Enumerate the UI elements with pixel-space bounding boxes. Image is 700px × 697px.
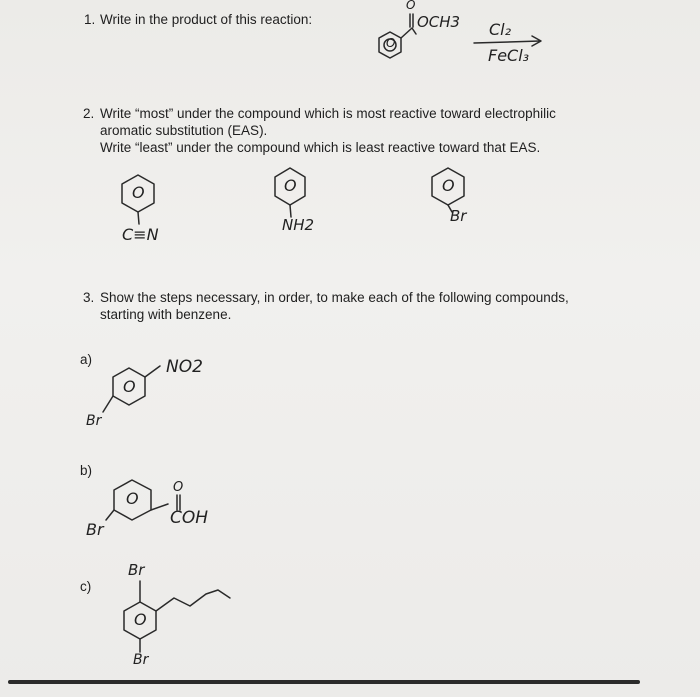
q3b-ring-label: O: [126, 489, 139, 508]
q1-reactant-structure: [379, 14, 416, 58]
q1-ring-circle-label: O: [386, 36, 396, 50]
q2-compound-3-substituent: Br: [450, 207, 467, 225]
q3-line2: starting with benzene.: [100, 307, 232, 322]
q2-line2: aromatic substitution (EAS).: [100, 123, 268, 138]
q3-number: 3.: [83, 290, 95, 305]
q1-ester-group: OCH3: [417, 13, 461, 31]
q2-compound-2-substituent: NH2: [282, 216, 315, 234]
q1-carbonyl-oxygen: O: [406, 0, 416, 12]
q1-text: Write in the product of this reaction:: [100, 12, 313, 27]
page-bottom-border: [8, 680, 640, 684]
q3b-structure: [106, 480, 180, 520]
q3c-bromo-bottom: Br: [133, 652, 149, 668]
q1-number: 1.: [84, 12, 96, 27]
q3b-bromo-group: Br: [86, 520, 104, 539]
q3-part-b-label: b): [80, 463, 93, 478]
q2-compound-2-ring-label: O: [284, 176, 297, 195]
q3c-bromo-top: Br: [128, 561, 145, 579]
q2-compound-3-ring-label: O: [442, 176, 455, 195]
q3a-nitro-group: NO2: [166, 357, 203, 377]
q3-part-a-label: a): [80, 352, 93, 367]
q2-compound-1-substituent: C≡N: [122, 225, 159, 244]
q3-part-c-label: c): [80, 579, 92, 594]
q3a-bromo-group: Br: [86, 413, 102, 429]
q2-line1: Write “most” under the compound which is most reactive toward electrophilic: [100, 106, 556, 121]
q1-reagent-fecl3: FeCl₃: [488, 46, 530, 65]
q3b-carboxyl-group: COH: [170, 508, 209, 528]
q1-reagent-cl2: Cl₂: [489, 20, 512, 39]
q2-compound-1-ring-label: O: [132, 183, 145, 202]
q2-line3: Write “least” under the compound which is least reactive toward that EAS.: [100, 140, 541, 155]
q3a-ring-label: O: [123, 377, 136, 396]
q3b-carbonyl-oxygen: O: [173, 480, 184, 495]
q2-number: 2.: [83, 106, 95, 121]
q3-line1: Show the steps necessary, in order, to make each of the following compounds,: [100, 290, 569, 305]
q3c-ring-label: O: [134, 610, 147, 629]
